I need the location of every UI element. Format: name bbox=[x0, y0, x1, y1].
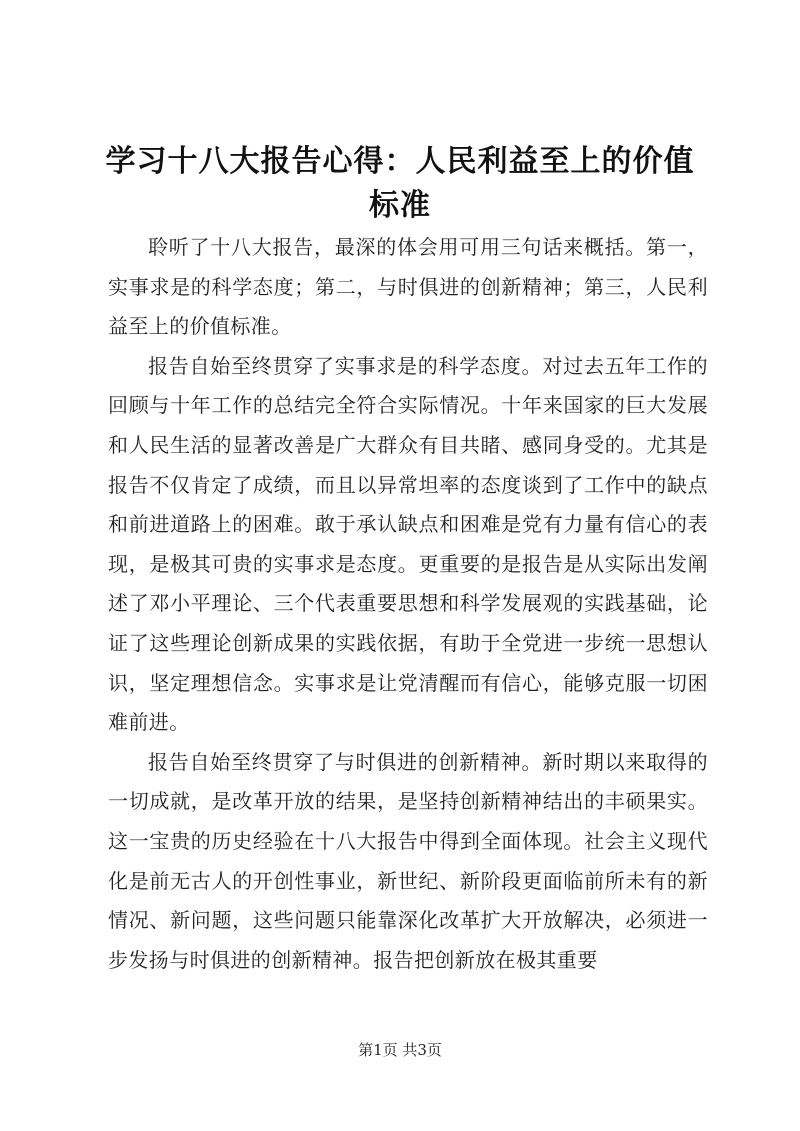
document-title: 学习十八大报告心得：人民利益至上的价值标准 bbox=[105, 144, 695, 223]
paragraph-intro: 聆听了十八大报告，最深的体会用可用三句话来概括。第一，实事求是的科学态度；第二，与时俱进的创新精神；第三，人民利益至上的价值标准。 bbox=[108, 235, 708, 339]
paragraph-innovation-spirit: 报告自始至终贯穿了与时俱进的创新精神。新时期以来取得的一切成就，是改革开放的结果，是坚持创新精神结出的丰硕果实。这一宝贵的历史经验在十八大报告中得到全面体现。社会主义现代化是前无古人的开创性事业，新世纪、新阶段更面临前所未有的新情况、新问题，这些问题只能靠深化改革扩大开放解决，必须进一步发扬与时俱进的创新精神。报告把创新放在极其重要 bbox=[108, 749, 708, 972]
document-body bbox=[108, 228, 708, 980]
paragraph-scientific-attitude: 报告自始至终贯穿了实事求是的科学态度。对过去五年工作的回顾与十年工作的总结完全符合实际情况。十年来国家的巨大发展和人民生活的显著改善是广大群众有目共睹、感同身受的。尤其是报告不仅肯定了成绩，而且以异常坦率的态度谈到了工作中的缺点和前进道路上的困难。敢于承认缺点和困难是党有力量有信心的表现，是极其可贵的实事求是态度。更重要的是报告是从实际出发阐述了邓小平理论、三个代表重要思想和科学发展观的实践基础，论证了这些理论创新成果的实践依据，有助于全党进一步统一思想认识，坚定理想信念。实事求是让党清醒而有信心，能够克服一切困难前进。 bbox=[108, 353, 708, 735]
page-footer: 第1页 共3页 bbox=[358, 1041, 442, 1059]
